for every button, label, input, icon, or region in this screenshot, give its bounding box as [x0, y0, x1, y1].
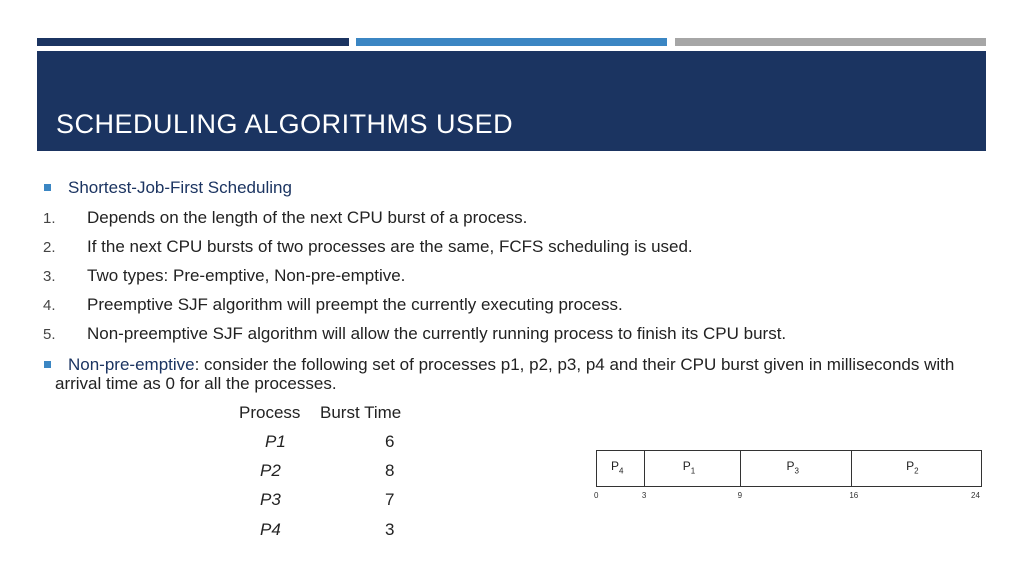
list-item: If the next CPU bursts of two processes are the same, FCFS scheduling is used.	[87, 237, 693, 256]
header-process: Process	[239, 403, 301, 422]
cell-process: P3	[260, 490, 281, 509]
cell-process: P1	[265, 432, 286, 451]
list-item: Non-preemptive SJF algorithm will allow the currently running process to finish its CPU burst.	[87, 324, 787, 343]
list-item: Two types: Pre-emptive, Non-pre-emptive.	[87, 266, 406, 285]
gantt-tick-label: 16	[849, 491, 859, 500]
bullet-non-preemptive	[68, 355, 954, 375]
square-bullet-icon	[44, 361, 51, 368]
non-preemptive-label: Non-pre-emptive	[68, 355, 195, 374]
list-number: 2.	[43, 239, 56, 256]
list-item: Depends on the length of the next CPU burst of a process.	[87, 208, 528, 227]
bullet-sjf-heading: Shortest-Job-First Scheduling	[68, 178, 292, 197]
gantt-segment	[852, 451, 980, 486]
gantt-segment-label: $P_1$	[682, 459, 696, 476]
gantt-segment	[597, 451, 645, 486]
square-bullet-icon	[44, 184, 51, 191]
accent-bar-blue	[356, 38, 667, 46]
gantt-segment	[645, 451, 741, 486]
gantt-tick-label: 3	[641, 491, 647, 500]
gantt-chart	[596, 450, 982, 487]
cell-process: P4	[260, 520, 281, 539]
list-number: 3.	[43, 268, 56, 285]
gantt-segment	[741, 451, 853, 486]
cell-burst: 6	[385, 432, 395, 451]
slide-title: SCHEDULING ALGORITHMS USED	[56, 109, 514, 139]
title-banner	[37, 51, 986, 151]
cell-burst: 7	[385, 490, 395, 509]
bullet-non-preemptive-cont: arrival time as 0 for all the processes.	[55, 374, 337, 393]
accent-bar-gray	[675, 38, 986, 46]
list-item: Preemptive SJF algorithm will preempt the currently executing process.	[87, 295, 623, 314]
gantt-segment-label: $P_4$	[611, 459, 624, 476]
non-preemptive-text: : consider the following set of processes p1, p2, p3, p4 and their CPU burst given in milliseconds with	[194, 355, 955, 374]
gantt-segment-label: $P_3$	[786, 459, 799, 476]
list-number: 5.	[43, 326, 56, 343]
cell-process: P2	[260, 461, 281, 480]
gantt-tick-label: 9	[737, 491, 743, 500]
header-burst-time: Burst Time	[320, 403, 402, 422]
list-number: 1.	[43, 210, 56, 227]
accent-bar-navy	[37, 38, 349, 46]
gantt-segment-label: $P_2$	[906, 459, 919, 476]
cell-burst: 8	[385, 461, 395, 480]
list-number: 4.	[43, 297, 56, 314]
cell-burst: 3	[385, 520, 395, 539]
gantt-tick-label: 24	[971, 491, 980, 500]
gantt-tick-label: 0	[594, 491, 599, 500]
